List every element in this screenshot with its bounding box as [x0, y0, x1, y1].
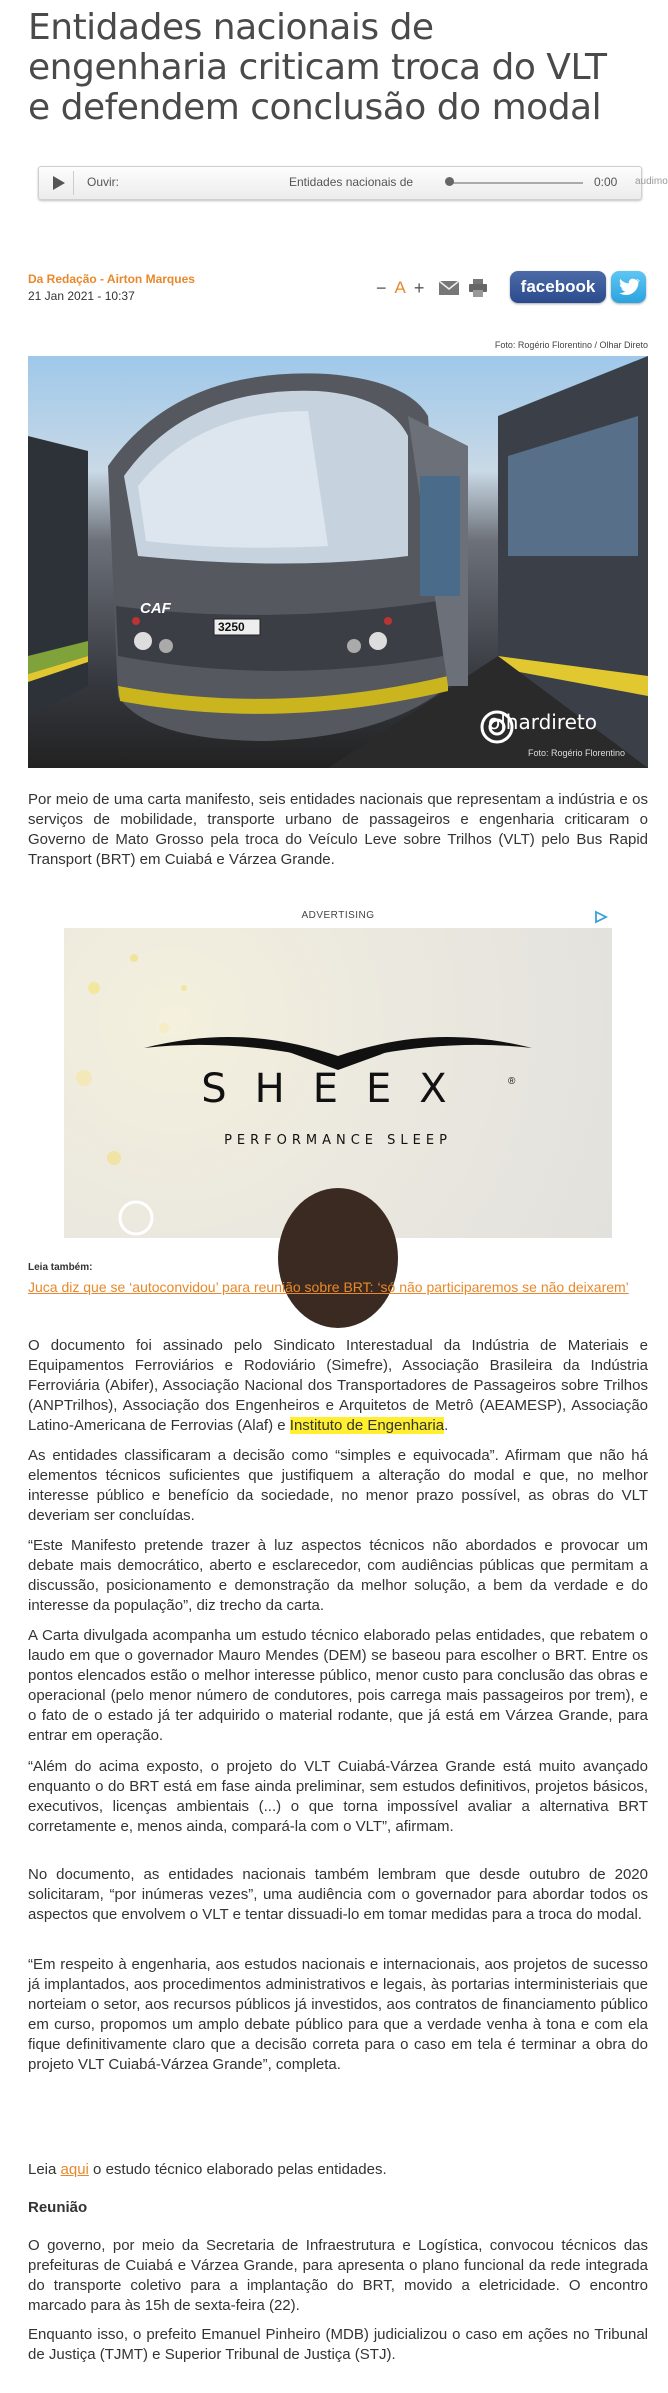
- train-number: 3250: [218, 620, 245, 634]
- ad-tagline: PERFORMANCE SLEEP: [224, 1133, 452, 1148]
- advert-label: ADVERTISING: [301, 910, 375, 921]
- section-subhead: Reunião: [28, 2199, 88, 2216]
- audio-brand[interactable]: audimo: [635, 176, 668, 187]
- audio-title: Entidades nacionais de: [289, 175, 414, 189]
- study-link[interactable]: aqui: [60, 2161, 89, 2178]
- photo-overlay-credit: Foto: Rogério Florentino: [528, 748, 626, 758]
- play-icon: [52, 175, 66, 191]
- paragraph-8: “Em respeito à engenharia, aos estudos nacionais e internacionais, aos projetos de sucesso já implantados, aos procedimentos administrativos e legais, às portarias interministeriais que norteiam o setor, aos recursos públicos já investidos, aos contratos de financiamento público em curso, propomos um amplo debate público para que a verdade venha à tona e com ela fique definitivamente claro que a decisão correta para o caso em tela é terminar a obra do projeto VLT Cuiabá-Várzea Grande”, completa.: [28, 1956, 648, 2073]
- related-label: Leia também:: [28, 1262, 93, 1273]
- paragraph-10: O governo, por meio da Secretaria de Infraestrutura e Logística, convocou técnicos das prefeituras de Cuiabá e Várzea Grande, para apresenta o plano funcional da rede integrada do transporte coletivo para a implantação do BRT, movido a eletricidade. O encontro marcado para às 15h de sexta-feira (22).: [28, 2237, 648, 2314]
- paragraph-2-end: .: [444, 1417, 449, 1434]
- paragraph-7: No documento, as entidades nacionais também lembram que desde outubro de 2020 solicitaram, “por inúmeras vezes”, uma audiência com o governador para abordar todos os aspectos que envolvem o VLT e tentar dissuadi-lo em tomar medidas para a troca do modal.: [28, 1866, 648, 1923]
- paragraph-6: “Além do acima exposto, o projeto do VLT Cuiabá-Várzea Grande está muito avançado enquanto o do BRT está em fase ainda preliminar, sem estudos definitivos, projetos básicos, executivos, licenças ambientais (...) o que torna impossível avaliar a alternativa BRT corretamente e, menos ainda, compará-la com o VLT”, afirmam.: [28, 1758, 648, 1835]
- email-icon[interactable]: [438, 280, 460, 296]
- facebook-share-button[interactable]: facebook: [510, 271, 606, 303]
- audio-player: [38, 166, 668, 200]
- font-size-icon: A: [394, 278, 406, 297]
- paragraph-9-start: Leia: [28, 2161, 61, 2178]
- headline: Entidades nacionais de engenharia criticam troca do VLT e defendem conclusão do modal: [28, 7, 607, 128]
- twitter-share-button[interactable]: [611, 271, 646, 303]
- audio-time: 0:00: [594, 175, 618, 189]
- advert-banner[interactable]: [64, 928, 612, 1238]
- ad-registered: ®: [508, 1076, 516, 1087]
- print-icon[interactable]: [468, 279, 488, 297]
- logo-text: olhardireto: [488, 710, 598, 734]
- paragraph-2: [28, 1336, 648, 1436]
- author[interactable]: Da Redação - Airton Marques: [28, 272, 195, 286]
- highlighted-term: Instituto de Engenharia: [289, 1417, 445, 1434]
- ad-brand: SHEEX: [201, 1066, 475, 1112]
- paragraph-3: As entidades classificaram a decisão como “simples e equivocada”. Afirmam que não há elementos técnicos suficientes que justifiquem a alteração do modal e que, no melhor interesse público e benefício da sociedade, no menor prazo possível, as obras do VLT deveriam ser concluídas.: [28, 1447, 648, 1524]
- twitter-bird-icon: [618, 278, 640, 296]
- olhardireto-logo: [480, 710, 597, 734]
- olhardireto-logo-icon: [480, 710, 514, 744]
- photo-credit: Foto: Rogério Florentino / Olhar Direto: [494, 340, 648, 350]
- adchoices-icon[interactable]: [594, 911, 608, 923]
- paragraph-11: Enquanto isso, o prefeito Emanuel Pinheiro (MDB) judicializou o caso em ações no Tribunal de Justiça (TJMT) e Superior Tribunal de Justiça (STJ).: [28, 2326, 648, 2363]
- publish-date: 21 Jan 2021 - 10:37: [28, 289, 135, 303]
- article-tools: [376, 278, 488, 298]
- train-illustration: [28, 356, 648, 768]
- font-decrease-button[interactable]: −: [376, 278, 387, 298]
- font-increase-button[interactable]: +: [413, 278, 425, 298]
- audio-progress-knob[interactable]: [445, 177, 454, 186]
- related-link[interactable]: Juca diz que se ‘autoconvidou’ para reunião sobre BRT: ‘só não participaremos se não deixarem’: [28, 1279, 629, 1295]
- hero-photo: [28, 356, 648, 768]
- listen-label: Ouvir:: [87, 175, 120, 189]
- paragraph-5: A Carta divulgada acompanha um estudo técnico elaborado pelas entidades, que rebatem o laudo em que o governador Mauro Mendes (DEM) se baseou para escolher o BRT. Entre os pontos elencados estão o melhor interesse público, menor custo para conclusão das obras e operacional (pelo menor número de condutores, pois carrega mais passageiros por trem), e o fato de o estado já ter adquirido o material rodante, que já está em Várzea Grande, para entrar em operação.: [28, 1627, 648, 1744]
- play-button[interactable]: [45, 171, 74, 195]
- paragraph-9-end: o estudo técnico elaborado pelas entidades.: [88, 2161, 387, 2178]
- paragraph-1: Por meio de uma carta manifesto, seis entidades nacionais que representam a indústria e os serviços de mobilidade, transporte urbano de passageiros e engenharia criticaram o Governo de Mato Grosso pela troca do Veículo Leve sobre Trilhos (VLT) pelo Bus Rapid Transport (BRT) em Cuiabá e Várzea Grande.: [28, 791, 648, 868]
- paragraph-4: “Este Manifesto pretende trazer à luz aspectos técnicos não abordados e provocar um debate mais democrático, aberto e esclarecedor, com audiências públicas que permitam a discussão, posicionamento e demonstração da melhor solução, a bem da verdade e do interesse da população”, diz trecho da carta.: [28, 1537, 648, 1614]
- audio-progress-track[interactable]: [447, 182, 583, 184]
- train-brand: CAF: [140, 600, 171, 617]
- paragraph-2-text: O documento foi assinado pelo Sindicato Interestadual da Indústria de Materiais e Equipamentos Ferroviários e Rodoviário (Simefre), Associação Brasileira da Indústria Ferroviária (Abifer), Associação Nacional dos Transportadores de Passageiros sobre Trilhos (ANPTrilhos), Associação dos Engenheiros e Arquitetos de Metrô (AEAMESP), Associação Latino-Americana de Ferrovias (Alaf) e: [28, 1337, 648, 1434]
- paragraph-9: [28, 2160, 648, 2180]
